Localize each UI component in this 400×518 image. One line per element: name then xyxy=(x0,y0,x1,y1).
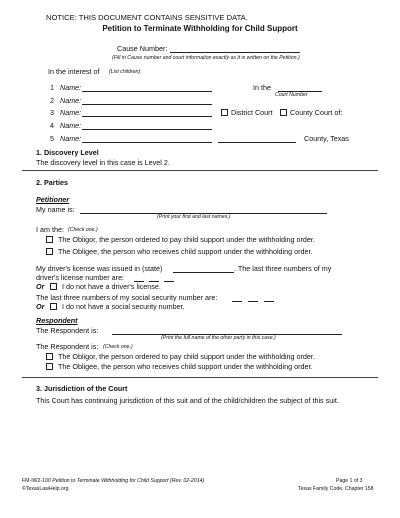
cause-hint: (Fill in Cause number and court information exactly as it is written on the Petition.) xyxy=(112,55,300,61)
respondent-obligee-label: The Obligee, the person who receives child support under the withholding order. xyxy=(58,362,313,371)
respondent-obligee-checkbox[interactable] xyxy=(46,363,53,370)
child-5-num: 5 xyxy=(50,134,54,143)
district-court-label: District Court xyxy=(231,108,273,117)
section-1-title: 1. Discovery Level xyxy=(36,148,99,157)
child-2-label: Name: xyxy=(60,96,82,105)
no-ssn-label: I do not have a social security number. xyxy=(62,302,185,311)
county-court-checkbox[interactable] xyxy=(280,109,287,116)
obligor-checkbox[interactable] xyxy=(46,236,53,243)
notice-text: NOTICE: THIS DOCUMENT CONTAINS SENSITIVE DATA. xyxy=(46,13,248,22)
ssn-digit-1[interactable] xyxy=(232,301,242,302)
petitioner-heading: Petitioner xyxy=(36,195,70,204)
print-full-other-hint: (Print the full name of the other party in this case.) xyxy=(161,335,276,341)
or-label: Or xyxy=(36,282,45,291)
child-4-field[interactable] xyxy=(82,129,212,130)
respondent-is-label-2: The Respondent is: xyxy=(36,342,99,351)
print-first-last-hint: (Print your first and last names.) xyxy=(157,214,231,220)
dl-last-three-label: . The last three numbers of my xyxy=(234,264,332,273)
divider-2 xyxy=(22,377,378,378)
child-2-field[interactable] xyxy=(82,104,212,105)
child-1-label: Name: xyxy=(60,83,82,92)
child-1-num: 1 xyxy=(50,83,54,92)
child-5-label: Name: xyxy=(60,134,82,143)
child-3-field[interactable] xyxy=(82,116,212,117)
footer-page-number: Page 1 of 3 xyxy=(336,478,363,484)
child-3-num: 3 xyxy=(50,108,54,117)
respondent-heading: Respondent xyxy=(36,316,78,325)
county-court-label: County Court of: xyxy=(290,108,343,117)
cause-number-label: Cause Number: xyxy=(117,44,168,53)
ssn-digit-3[interactable] xyxy=(264,301,274,302)
district-court-checkbox[interactable] xyxy=(221,109,228,116)
ssn-digit-2[interactable] xyxy=(248,301,258,302)
dl-state-label: My driver's license was issued in (state) xyxy=(36,264,163,273)
dl-number-label: driver's license number are: xyxy=(36,273,125,282)
cause-number-field[interactable] xyxy=(170,52,300,53)
child-2-num: 2 xyxy=(50,96,54,105)
obligee-label: The Obligee, the person who receives child support under the withholding order. xyxy=(58,247,313,256)
no-dl-label: I do not have a driver's license. xyxy=(62,282,161,291)
footer-form-code: FM-IW2-100 xyxy=(22,478,51,484)
county-field[interactable] xyxy=(218,142,296,143)
respondent-is-label: The Respondent is: xyxy=(36,326,99,335)
respondent-obligor-checkbox[interactable] xyxy=(46,353,53,360)
section-2-title: 2. Parties xyxy=(36,178,68,187)
document-title: Petition to Terminate Withholding for Child Support xyxy=(102,24,298,33)
child-3-label: Name: xyxy=(60,108,82,117)
in-the-label: In the xyxy=(253,83,271,92)
ssn-label: The last three numbers of my social security number are: xyxy=(36,293,218,302)
or-label-2: Or xyxy=(36,302,45,311)
footer-form-id xyxy=(22,478,204,484)
check-one-hint: (Check one.) xyxy=(68,227,98,233)
no-ssn-checkbox[interactable] xyxy=(50,303,57,310)
i-am-label: I am the: xyxy=(36,225,64,234)
child-4-num: 4 xyxy=(50,121,54,130)
child-5-field[interactable] xyxy=(82,142,212,143)
section-3-text: This Court has continuing jurisdiction of this suit and of the child/children the subject of this suit. xyxy=(36,396,339,405)
my-name-label: My name is: xyxy=(36,205,75,214)
obligee-checkbox[interactable] xyxy=(46,248,53,255)
section-1-text: The discovery level in this case is Level 2. xyxy=(36,158,170,167)
interest-label: In the interest of xyxy=(48,67,100,76)
footer-code-reference: Texas Family Code, Chapter 158 xyxy=(298,486,374,492)
dl-digit-3[interactable] xyxy=(164,281,174,282)
child-1-field[interactable] xyxy=(82,91,212,92)
footer-form-title: Petition to Terminate Withholding for Child Support (Rev. 02-2014) xyxy=(52,478,205,484)
check-one-hint-2: (Check one.) xyxy=(103,344,133,350)
footer-copyright: ©TexasLawHelp.org xyxy=(22,486,69,492)
interest-hint: (List children): xyxy=(109,69,142,75)
dl-state-field[interactable] xyxy=(173,272,234,273)
section-3-title: 3. Jurisdiction of the Court xyxy=(36,384,128,393)
county-texas-label: County, Texas xyxy=(304,134,349,143)
obligor-label: The Obligor, the person ordered to pay child support under the withholding order. xyxy=(58,235,315,244)
child-4-label: Name: xyxy=(60,121,82,130)
court-number-label: Court Number xyxy=(275,92,308,98)
respondent-obligor-label: The Obligor, the person ordered to pay child support under the withholding order. xyxy=(58,352,315,361)
divider xyxy=(22,170,378,171)
no-dl-checkbox[interactable] xyxy=(50,283,57,290)
